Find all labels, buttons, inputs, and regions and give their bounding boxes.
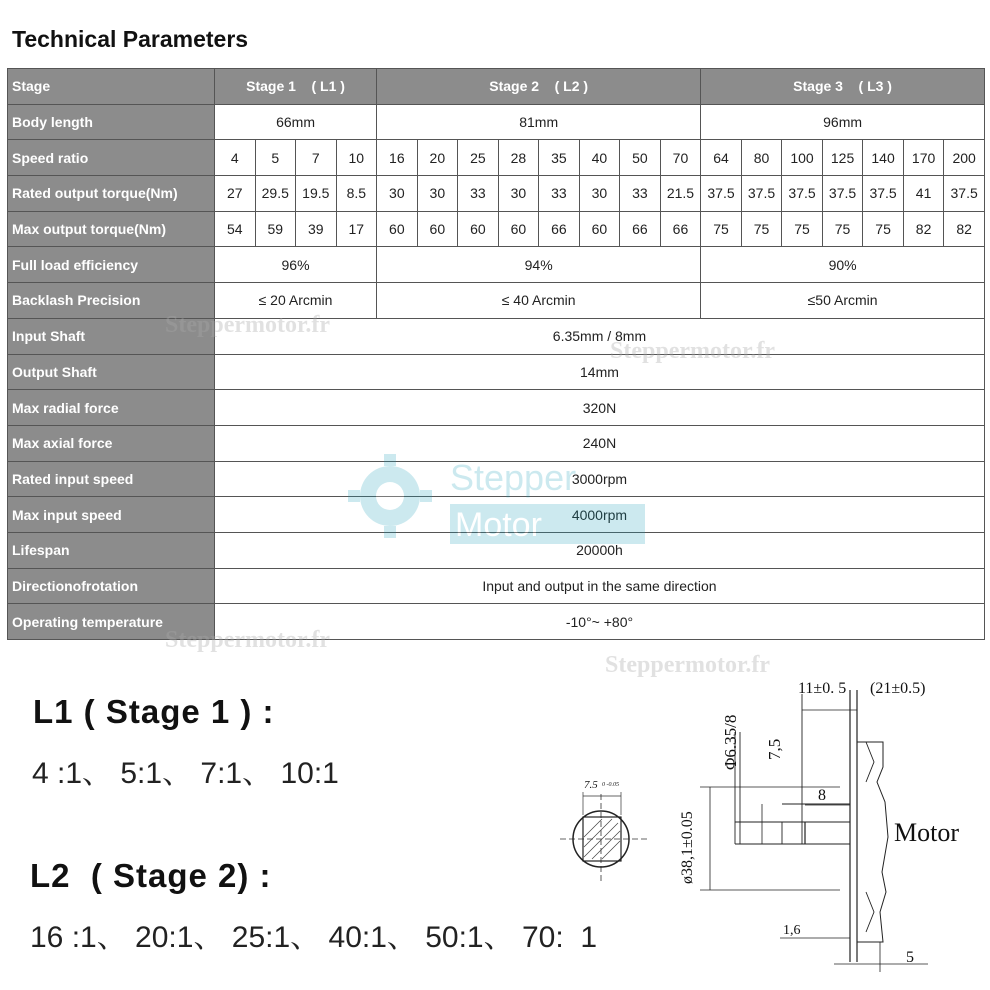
table-cell: 60 bbox=[458, 211, 499, 247]
l2-title: L2 ( Stage 2) : bbox=[30, 857, 272, 894]
table-cell: 96% bbox=[215, 247, 377, 283]
gearbox-side-view bbox=[679, 680, 959, 972]
row-label: Max output torque(Nm) bbox=[8, 211, 215, 247]
table-cell: 240N bbox=[215, 425, 985, 461]
table-cell: ≤ 20 Arcmin bbox=[215, 283, 377, 319]
table-cell: 30 bbox=[417, 176, 458, 212]
row-label: Max input speed bbox=[8, 497, 215, 533]
table-cell: 37.5 bbox=[944, 176, 985, 212]
row-label: Max radial force bbox=[8, 390, 215, 426]
row-label: Directionofrotation bbox=[8, 568, 215, 604]
table-cell: 320N bbox=[215, 390, 985, 426]
table-row-stage bbox=[8, 69, 985, 105]
table-row-output-shaft bbox=[8, 354, 985, 390]
table-cell: 54 bbox=[215, 211, 256, 247]
shaft-diameter-dim: Φ6.35/8 bbox=[721, 714, 740, 770]
table-cell: 19.5 bbox=[296, 176, 337, 212]
row-label: Max axial force bbox=[8, 425, 215, 461]
table-cell: 60 bbox=[498, 211, 539, 247]
table-cell: 170 bbox=[903, 140, 944, 176]
table-cell: Input and output in the same direction bbox=[215, 568, 985, 604]
dim-5: 5 bbox=[906, 949, 914, 966]
table-cell: 64 bbox=[701, 140, 742, 176]
dim-7-5: 7,5 bbox=[765, 738, 784, 760]
l2-ratios: 16 :1、 20:1、 25:1、 40:1、 50:1、 70: 1 bbox=[30, 921, 598, 954]
table-cell: 40 bbox=[579, 140, 620, 176]
table-cell: -10°~ +80° bbox=[215, 604, 985, 640]
table-cell: 25 bbox=[458, 140, 499, 176]
table-row-temperature bbox=[8, 604, 985, 640]
row-label: Input Shaft bbox=[8, 318, 215, 354]
row-label: Stage bbox=[8, 69, 215, 105]
table-row-body-length bbox=[8, 104, 985, 140]
table-cell: 80 bbox=[741, 140, 782, 176]
table-cell: 4 bbox=[215, 140, 256, 176]
table-cell: 82 bbox=[944, 211, 985, 247]
dim-8: 8 bbox=[818, 787, 826, 804]
watermark-logo-word: Motor bbox=[455, 506, 542, 544]
header-stage-2: Stage 2 ( L2 ) bbox=[377, 69, 701, 105]
table-cell: 37.5 bbox=[701, 176, 742, 212]
row-label: Body length bbox=[8, 104, 215, 140]
row-label: Speed ratio bbox=[8, 140, 215, 176]
table-cell: 20000h bbox=[215, 532, 985, 568]
table-cell: 75 bbox=[701, 211, 742, 247]
table-cell: 100 bbox=[782, 140, 823, 176]
table-row-input-shaft bbox=[8, 318, 985, 354]
header-stage-3: Stage 3 ( L3 ) bbox=[701, 69, 985, 105]
row-label: Full load efficiency bbox=[8, 247, 215, 283]
table-cell: 41 bbox=[903, 176, 944, 212]
table-cell: 10 bbox=[336, 140, 377, 176]
table-cell: 28 bbox=[498, 140, 539, 176]
table-cell: 7 bbox=[296, 140, 337, 176]
table-cell: 29.5 bbox=[255, 176, 296, 212]
table-cell: 94% bbox=[377, 247, 701, 283]
row-label: Output Shaft bbox=[8, 354, 215, 390]
row-label: Backlash Precision bbox=[8, 283, 215, 319]
watermark-text: Steppermotor.fr bbox=[165, 627, 331, 653]
watermark-text: Steppermotor.fr bbox=[165, 312, 331, 338]
table-row-radial-force bbox=[8, 390, 985, 426]
table-cell: 66mm bbox=[215, 104, 377, 140]
watermark-logo-word: Stepper bbox=[450, 457, 577, 498]
table-cell: 30 bbox=[498, 176, 539, 212]
table-cell: 37.5 bbox=[782, 176, 823, 212]
table-cell: 20 bbox=[417, 140, 458, 176]
table-row-direction bbox=[8, 568, 985, 604]
motor-label: Motor bbox=[894, 818, 959, 847]
table-cell: ≤ 40 Arcmin bbox=[377, 283, 701, 319]
table-cell: 50 bbox=[620, 140, 661, 176]
table-cell: 37.5 bbox=[741, 176, 782, 212]
shaft-dimension-drawing bbox=[540, 672, 990, 990]
table-row-max-torque bbox=[8, 211, 985, 247]
table-cell: 66 bbox=[660, 211, 701, 247]
table-cell: 200 bbox=[944, 140, 985, 176]
watermark-text: Steppermotor.fr bbox=[610, 338, 776, 364]
table-cell: 16 bbox=[377, 140, 418, 176]
dim-1-6: 1,6 bbox=[783, 923, 801, 938]
table-cell: 60 bbox=[377, 211, 418, 247]
table-cell: 33 bbox=[539, 176, 580, 212]
dim-top: 11±0. 5 bbox=[798, 680, 847, 697]
table-cell: 81mm bbox=[377, 104, 701, 140]
table-cell: 96mm bbox=[701, 104, 985, 140]
table-cell: ≤50 Arcmin bbox=[701, 283, 985, 319]
table-row-efficiency bbox=[8, 247, 985, 283]
table-cell: 60 bbox=[417, 211, 458, 247]
table-cell: 33 bbox=[458, 176, 499, 212]
dim-top-alt: (21±0.5) bbox=[870, 680, 926, 697]
section-dimension: 7.5 bbox=[584, 779, 598, 791]
table-row-lifespan bbox=[8, 532, 985, 568]
table-cell: 30 bbox=[377, 176, 418, 212]
table-cell: 4000rpm bbox=[215, 497, 985, 533]
table-cell: 3000rpm bbox=[215, 461, 985, 497]
watermark-text: Steppermotor.fr bbox=[605, 652, 771, 678]
shaft-section-view bbox=[560, 779, 648, 884]
table-cell: 125 bbox=[822, 140, 863, 176]
table-cell: 75 bbox=[741, 211, 782, 247]
table-cell: 60 bbox=[579, 211, 620, 247]
row-label: Rated input speed bbox=[8, 461, 215, 497]
table-cell: 5 bbox=[255, 140, 296, 176]
table-cell: 66 bbox=[539, 211, 580, 247]
table-cell: 33 bbox=[620, 176, 661, 212]
table-row-backlash bbox=[8, 283, 985, 319]
table-cell: 6.35mm / 8mm bbox=[215, 318, 985, 354]
table-cell: 35 bbox=[539, 140, 580, 176]
table-cell: 14mm bbox=[215, 354, 985, 390]
row-label: Lifespan bbox=[8, 532, 215, 568]
l1-ratios: 4 :1、 5:1、 7:1、 10:1 bbox=[32, 757, 339, 790]
row-label: Operating temperature bbox=[8, 604, 215, 640]
row-label: Rated output torque(Nm) bbox=[8, 176, 215, 212]
table-cell: 59 bbox=[255, 211, 296, 247]
table-cell: 8.5 bbox=[336, 176, 377, 212]
table-cell: 82 bbox=[903, 211, 944, 247]
table-cell: 75 bbox=[782, 211, 823, 247]
table-cell: 21.5 bbox=[660, 176, 701, 212]
table-cell: 66 bbox=[620, 211, 661, 247]
table-row-rated-torque bbox=[8, 176, 985, 212]
table-cell: 39 bbox=[296, 211, 337, 247]
table-cell: 37.5 bbox=[863, 176, 904, 212]
l1-title: L1 ( Stage 1 ) : bbox=[33, 693, 275, 730]
table-row-rated-input-speed bbox=[8, 461, 985, 497]
table-cell: 17 bbox=[336, 211, 377, 247]
table-cell: 27 bbox=[215, 176, 256, 212]
header-stage-1: Stage 1 ( L1 ) bbox=[215, 69, 377, 105]
table-cell: 30 bbox=[579, 176, 620, 212]
table-cell: 75 bbox=[863, 211, 904, 247]
table-row-axial-force bbox=[8, 425, 985, 461]
table-cell: 70 bbox=[660, 140, 701, 176]
table-row-speed-ratio bbox=[8, 140, 985, 176]
flange-diameter-dim: ø38,1±0.05 bbox=[679, 811, 696, 884]
section-tolerance: 0 -0.05 bbox=[602, 782, 619, 788]
table-row-max-input-speed bbox=[8, 497, 985, 533]
table-cell: 75 bbox=[822, 211, 863, 247]
table-cell: 37.5 bbox=[822, 176, 863, 212]
page-title: Technical Parameters bbox=[12, 26, 249, 52]
table-cell: 140 bbox=[863, 140, 904, 176]
table-cell: 90% bbox=[701, 247, 985, 283]
technical-parameters-table bbox=[7, 68, 985, 640]
